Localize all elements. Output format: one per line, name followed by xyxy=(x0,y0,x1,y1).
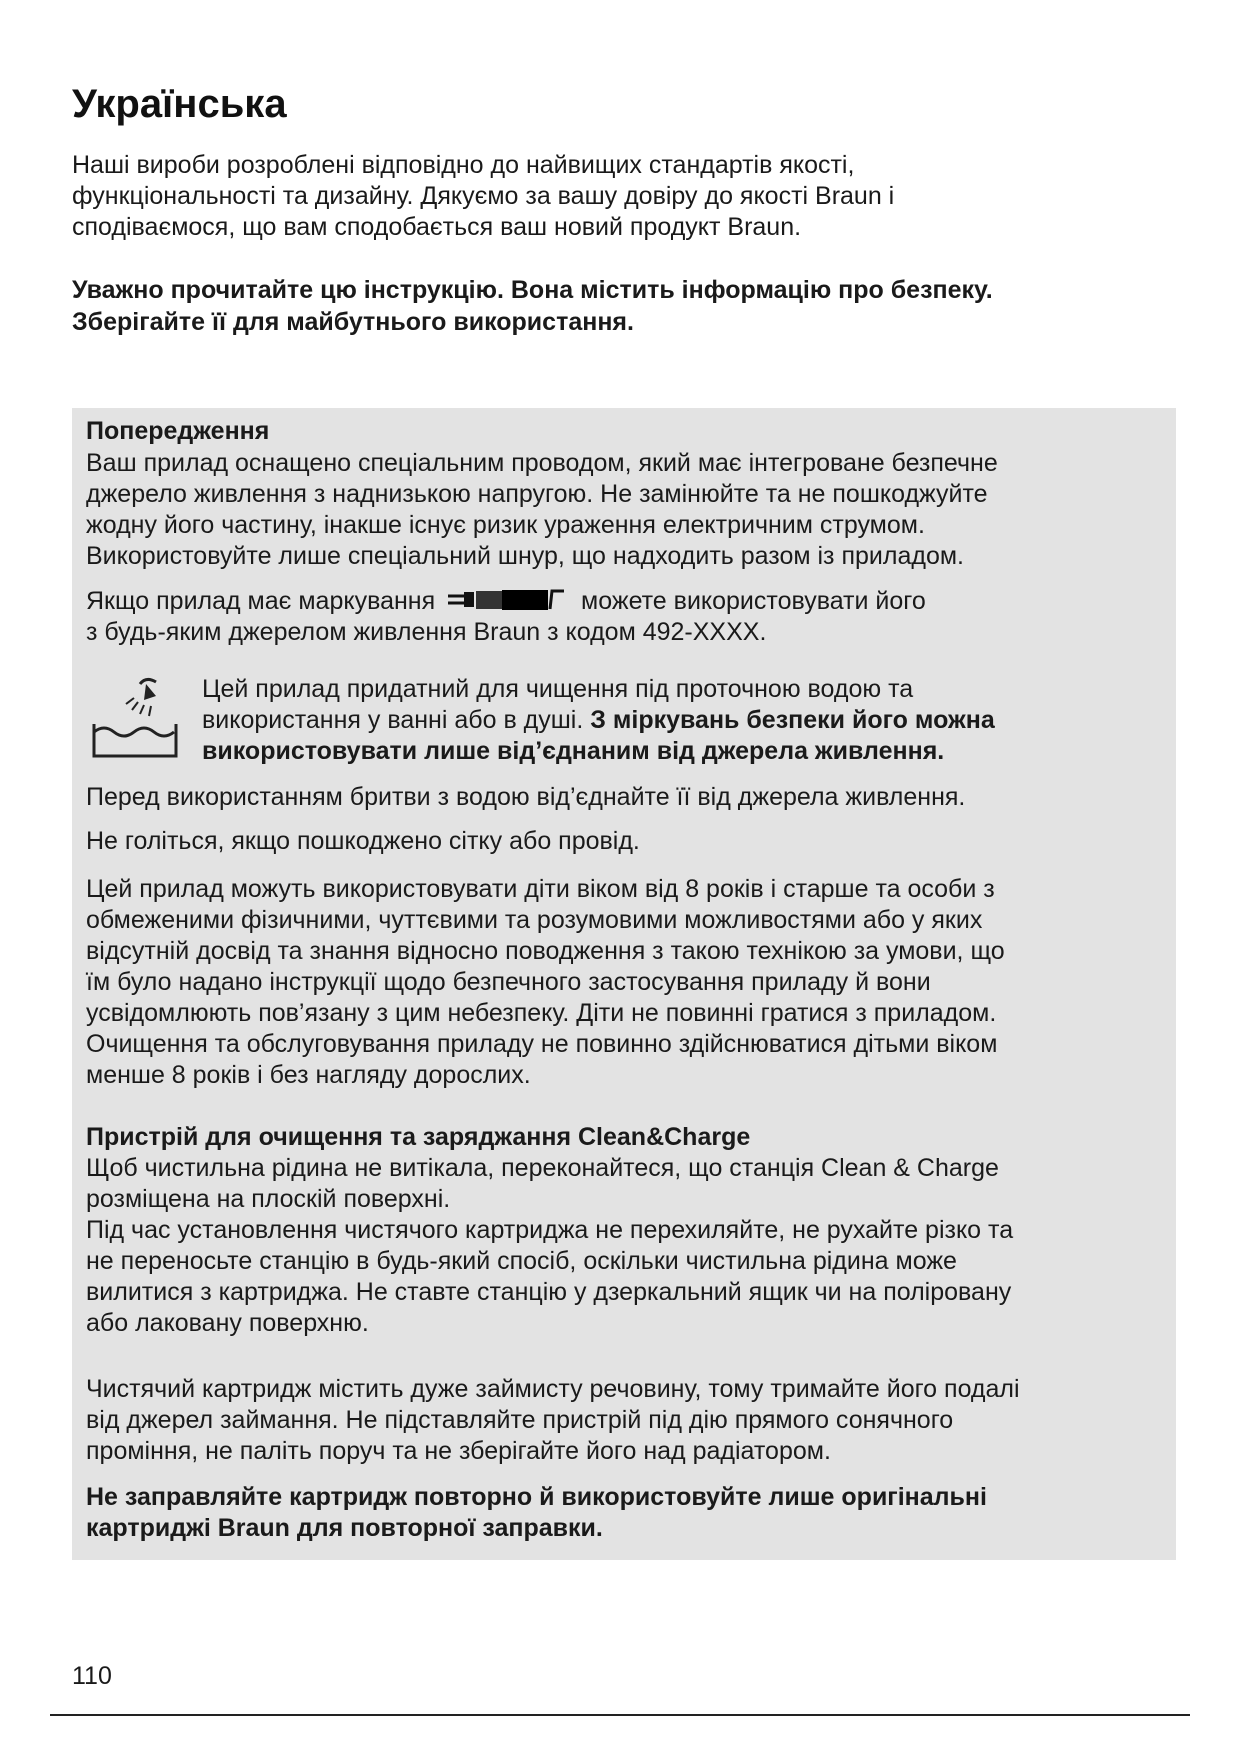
clean-charge-paragraph xyxy=(86,1153,1171,1339)
footer-rule xyxy=(50,1714,1190,1716)
text-line: Використовуйте лише спеціальний шнур, що надходить разом із приладом. xyxy=(86,542,964,570)
warning-paragraph-marking xyxy=(86,586,1171,648)
page-title: Українська xyxy=(72,82,287,126)
intro-line: сподіваємося, що вам сподобається ваш новий продукт Braun. xyxy=(72,213,802,241)
intro-line: Наші вироби розроблені відповідно до найвищих стандартів якості, xyxy=(72,151,855,179)
text-line: відсутній досвід та знання відносно поводження з такою технікою за умови, що xyxy=(86,937,1005,965)
text-line: Ваш прилад оснащено спеціальним проводом, який має інтегроване безпечне xyxy=(86,449,998,477)
text-line: усвідомлюють пов’язану з цим небезпеку. Діти не повинні гратися з приладом. xyxy=(86,999,997,1027)
text-segment-bold: З міркувань безпеки його можна xyxy=(590,706,995,734)
water-use-paragraph xyxy=(202,674,1162,767)
cartridge-refill-warning xyxy=(86,1482,1171,1544)
warning-paragraph-damaged-foil: Не голіться, якщо пошкоджено сітку або провід. xyxy=(86,827,640,855)
text-segment: можете використовувати його xyxy=(581,587,926,615)
text-segment: використання у ванні або в душі. xyxy=(202,706,591,734)
intro-paragraph xyxy=(72,150,1152,243)
text-line: розміщена на плоскій поверхні. xyxy=(86,1185,451,1213)
text-line: з будь-яким джерелом живлення Braun з кодом 492-XXXX. xyxy=(86,618,767,646)
text-line: від джерел займання. Не підставляйте пристрій під дію прямого сонячного xyxy=(86,1406,954,1434)
power-supply-mark-icon xyxy=(446,587,570,613)
text-line-bold: використовувати лише від’єднаним від джерела живлення. xyxy=(202,737,945,765)
clean-charge-title: Пристрій для очищення та заряджання Clean&Charge xyxy=(86,1123,751,1151)
warning-paragraph-cord xyxy=(86,448,1171,572)
text-line: менше 8 років і без нагляду дорослих. xyxy=(86,1061,531,1089)
warning-paragraph-children xyxy=(86,874,1171,1091)
text-line: Чистячий картридж містить дуже займисту речовину, тому тримайте його подалі xyxy=(86,1375,1020,1403)
read-instructions-notice xyxy=(72,274,1172,338)
notice-line: Зберігайте її для майбутнього використання. xyxy=(72,308,634,336)
text-line: Під час установлення чистячого картриджа не перехиляйте, не рухайте різко та xyxy=(86,1216,1014,1244)
warning-title: Попередження xyxy=(86,417,270,445)
text-line: вилитися з картриджа. Не ставте станцію у дзеркальний ящик чи на поліровану xyxy=(86,1278,1012,1306)
page-number: 110 xyxy=(72,1662,112,1690)
text-line: проміння, не паліть поруч та не зберігайте його над радіатором. xyxy=(86,1437,831,1465)
text-line: джерело живлення з наднизькою напругою. Не замінюйте та не пошкоджуйте xyxy=(86,480,988,508)
text-segment: Якщо прилад має маркування xyxy=(86,587,436,615)
text-line: Щоб чистильна рідина не витікала, переконайтеся, що станція Clean & Charge xyxy=(86,1154,999,1182)
text-line: Цей прилад можуть використовувати діти віком від 8 років і старше та особи з xyxy=(86,875,995,903)
intro-line: функціональності та дизайну. Дякуємо за вашу довіру до якості Braun і xyxy=(72,182,895,210)
text-line: Цей прилад придатний для чищення під проточною водою та xyxy=(202,675,914,703)
warning-box xyxy=(72,408,1176,1560)
text-line: жодну його частину, інакше існує ризик ураження електричним струмом. xyxy=(86,511,925,539)
text-line: Очищення та обслуговування приладу не повинно здійснюватися дітьми віком xyxy=(86,1030,998,1058)
text-line-bold: картриджі Braun для повторної заправки. xyxy=(86,1514,603,1542)
text-line: не переносьте станцію в будь-який спосіб, оскільки чистильна рідина може xyxy=(86,1247,957,1275)
text-line: їм було надано інструкції щодо безпечного застосування приладу й вони xyxy=(86,968,931,996)
notice-line: Уважно прочитайте цю інструкцію. Вона містить інформацію про безпеку. xyxy=(72,276,993,304)
text-line: обмеженими фізичними, чуттєвими та розумовими можливостями або у яких xyxy=(86,906,983,934)
warning-paragraph-disconnect: Перед використанням бритви з водою від’єднайте її від джерела живлення. xyxy=(86,783,966,811)
bath-shower-icon xyxy=(84,674,184,766)
text-line: або лаковану поверхню. xyxy=(86,1309,369,1337)
cartridge-flammable-paragraph xyxy=(86,1374,1171,1467)
text-line-bold: Не заправляйте картридж повторно й використовуйте лише оригінальні xyxy=(86,1483,987,1511)
